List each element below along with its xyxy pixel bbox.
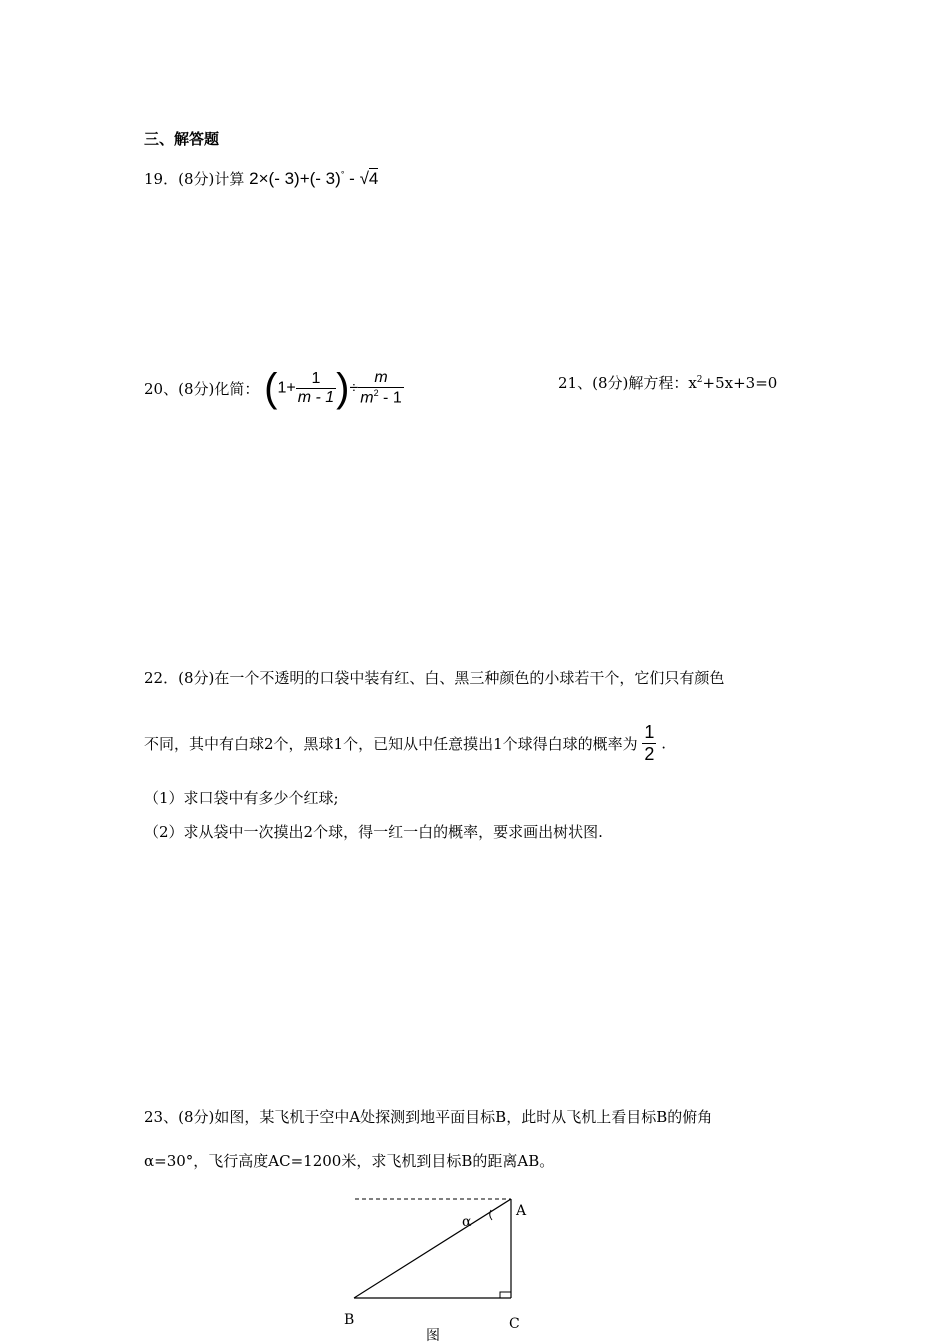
q22-probability-fraction: $\frac{1}{2}$ <box>644 722 655 764</box>
question-21: 21、(8分)解方程：$x^2+5x+3=0$ <box>558 374 778 392</box>
question-19 <box>144 168 378 189</box>
label-c: C <box>509 1316 520 1332</box>
section-title: 三、解答题 <box>144 130 220 148</box>
triangle-figure <box>340 1188 540 1344</box>
q20-prefix: 20、(8分)化简： <box>144 380 260 398</box>
q22-line-2: 不同，其中有白球2个，黑球1个，已知从中任意摸出1个球得白球的概率为 $\frac{1}{2}$ . <box>144 722 666 764</box>
right-angle-mark <box>500 1292 511 1298</box>
label-a: A <box>516 1203 527 1219</box>
question-20 <box>144 366 404 416</box>
figure-caption: 图 <box>426 1328 440 1344</box>
q22-sub-2: （2）求从袋中一次摸出2个球，得一红一白的概率，要求画出树状图. <box>144 823 603 841</box>
q22-line-1: 22．(8分)在一个不透明的口袋中装有红、白、黑三种颜色的小球若干个，它们只有颜色 <box>144 669 725 687</box>
label-alpha: α <box>462 1214 472 1230</box>
q19-expression: 2×(- 3)+(- 3)° - √4 <box>249 169 379 188</box>
q22-sub-1: （1）求口袋中有多少个红球; <box>144 789 339 807</box>
q23-line-2: α=30°，飞行高度AC=1200米，求飞机到目标B的距离AB。 <box>144 1152 555 1170</box>
line-ab <box>354 1199 511 1298</box>
q23-line-1: 23、(8分)如图，某飞机于空中A处探测到地平面目标B，此时从飞机上看目标B的俯角 <box>144 1108 713 1126</box>
q20-expression: (1+ $\frac{1}{m - 1}$ )÷ $\frac{m}{m^2 - 1}$ <box>264 366 402 410</box>
q20-fraction-2: $\frac{m}{m^2 - 1}$ <box>360 369 402 407</box>
q19-prefix: 19．(8分)计算 <box>144 170 245 188</box>
label-b: B <box>344 1312 355 1328</box>
q20-fraction-1: $\frac{1}{m - 1}$ <box>297 370 335 406</box>
